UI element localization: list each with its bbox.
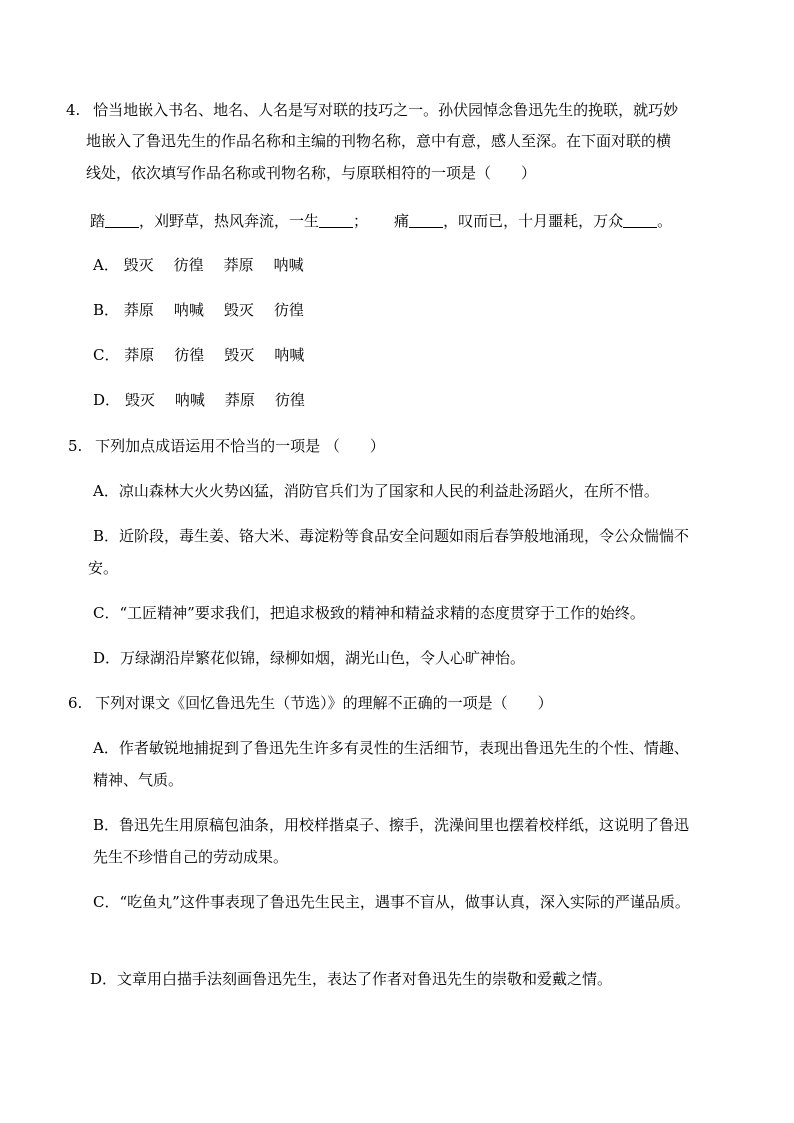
q5-number: 5.: [68, 437, 83, 455]
option-text: “工匠精神”要求我们，把追求极致的精神和精益求精的态度贯穿于工作的始终。: [119, 604, 645, 622]
q4-number: 4.: [66, 101, 81, 119]
q6-stem: 下列对课文《回忆鲁迅先生（节选）》的理解不正确的一项是（ ）: [95, 694, 553, 712]
option-label: A．: [93, 482, 119, 500]
option-item: 呐喊: [273, 256, 304, 274]
option-label: A．: [93, 739, 119, 757]
q5-stem: 下列加点成语运用不恰当的一项是 （ ）: [95, 437, 385, 455]
q6-option-c[interactable]: [93, 892, 690, 912]
option-label: D．: [90, 970, 118, 988]
couplet-text: ，叹而已，十月噩耗，万众: [443, 212, 624, 230]
option-item: 呐喊: [174, 391, 205, 409]
q5-option-b[interactable]: [93, 526, 689, 546]
q5-option-b-cont: 安。: [88, 559, 119, 577]
option-label: A．: [93, 256, 119, 274]
q5-line-1: [68, 436, 385, 456]
q4-stem-line-2: 地嵌入了鲁迅先生的作品名称和主编的刊物名称，意中有意，感人至深。在下面对联的横: [86, 132, 672, 150]
option-text: “吃鱼丸”这件事表现了鲁迅先生民主，遇事不盲从，做事认真，深入实际的严谨品质。: [119, 893, 690, 911]
q6-line-1: [68, 693, 553, 713]
option-item: 莽原: [224, 391, 255, 409]
q4-option-d[interactable]: [93, 390, 325, 410]
q6-number: 6.: [68, 694, 83, 712]
q4-option-a[interactable]: [93, 255, 324, 275]
q5-option-c[interactable]: [93, 603, 645, 623]
q5-option-d[interactable]: [93, 648, 525, 668]
option-item: 毁灭: [224, 346, 255, 364]
option-item: 彷徨: [273, 301, 304, 319]
option-label: C．: [93, 893, 120, 911]
option-item: 彷徨: [274, 391, 305, 409]
q4-option-b[interactable]: [93, 300, 324, 320]
blank-1: [105, 213, 139, 228]
option-item: 呐喊: [274, 346, 305, 364]
q4-stem-line-1: 恰当地嵌入书名、地名、人名是写对联的技巧之一。孙伏园悼念鲁迅先生的挽联，就巧妙: [93, 101, 679, 119]
blank-2: [319, 213, 353, 228]
option-item: 毁灭: [123, 256, 154, 274]
option-label: D．: [93, 649, 121, 667]
couplet-text: ；: [353, 212, 369, 230]
q6-option-b[interactable]: [93, 815, 689, 835]
q4-couplet: [90, 211, 672, 231]
q6-option-a-cont: 精神、气质。: [93, 771, 184, 789]
option-text: 作者敏锐地捕捉到了鲁迅先生许多有灵性的生活细节，表现出鲁迅先生的个性、情趣、: [118, 739, 689, 757]
option-label: B．: [93, 816, 120, 834]
option-label: D．: [93, 391, 121, 409]
couplet-text: 踏: [90, 212, 106, 230]
couplet-text: 痛: [394, 212, 410, 230]
option-label: C．: [93, 604, 120, 622]
couplet-text: 。: [657, 212, 673, 230]
option-item: 毁灭: [124, 391, 155, 409]
option-label: C．: [93, 346, 120, 364]
blank-3: [409, 213, 443, 228]
option-item: 莽原: [124, 346, 155, 364]
q6-option-a[interactable]: [93, 738, 689, 758]
option-item: 莽原: [123, 301, 154, 319]
option-item: 毁灭: [223, 301, 254, 319]
option-label: B．: [93, 301, 120, 319]
option-text: 凉山森林大火火势凶猛，消防官兵们为了国家和人民的利益赴汤蹈火，在所不惜。: [118, 482, 659, 500]
couplet-text: ，刈野草，热风奔流，一生: [139, 212, 320, 230]
option-text: 万绿湖沿岸繁花似锦，绿柳如烟，湖光山色，令人心旷神怡。: [120, 649, 526, 667]
q4-option-c[interactable]: [93, 345, 324, 365]
option-text: 近阶段，毒生姜、铬大米、毒淀粉等食品安全问题如雨后春笋般地涌现，令公众惴惴不: [119, 527, 690, 545]
q4-line-1: [66, 100, 678, 120]
option-item: 彷徨: [174, 346, 205, 364]
option-item: 莽原: [223, 256, 254, 274]
option-text: 文章用白描手法刻画鲁迅先生，表达了作者对鲁迅先生的崇敬和爱戴之情。: [117, 970, 613, 988]
blank-4: [623, 213, 657, 228]
q6-option-b-cont: 先生不珍惜自己的劳动成果。: [93, 848, 289, 866]
option-text: 鲁迅先生用原稿包油条，用校样揩桌子、擦手，洗澡间里也摆着校样纸，这说明了鲁迅: [119, 816, 690, 834]
q6-option-d[interactable]: [90, 969, 612, 989]
q5-option-a[interactable]: [93, 481, 659, 501]
q4-stem-line-3: 线处，依次填写作品名称或刊物名称，与原联相符的一项是（ ）: [86, 164, 537, 182]
option-item: 彷徨: [173, 256, 204, 274]
option-item: 呐喊: [173, 301, 204, 319]
option-label: B．: [93, 527, 120, 545]
